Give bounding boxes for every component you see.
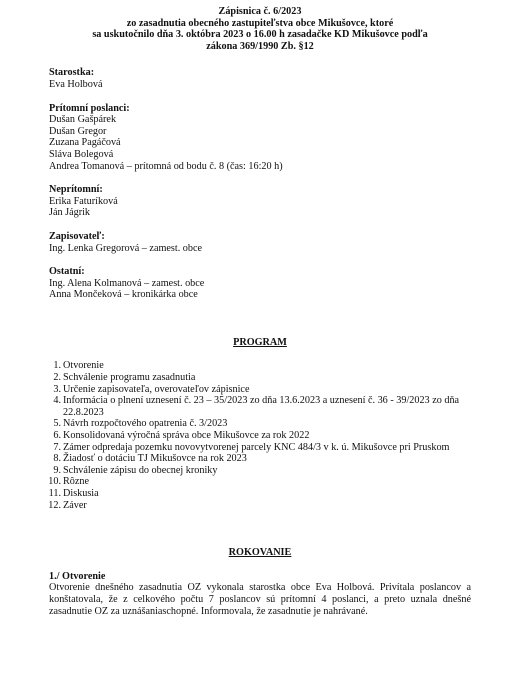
zapisovatel-name: Ing. Lenka Gregorová – zamest. obce	[49, 242, 203, 254]
agenda-paragraph-otvorenie: Otvorenie dnešného zasadnutia OZ vykonala starostka obce Eva Holbová. Privítala poslancov a konštatovala, že z celkového počtu 7 poslancov sú prítomní 4 poslanci, a preto uznala dnešné zasadnutie OZ za uznášaniaschopné. Informovala, že zasadnutie je nahrávané.	[49, 582, 471, 617]
program-heading: PROGRAM	[233, 336, 287, 348]
program-item: 7. Zámer odpredaja pozemku novovytvorenej parcely KNC 484/3 v k. ú. Mikušovce pri Pruskom	[53, 441, 450, 453]
header-line-2: zo zasadnutia obecného zastupiteľstva obce Mikušovce, ktoré	[126, 17, 394, 29]
section-zapisovatel	[49, 231, 471, 254]
document-header	[49, 6, 471, 52]
ostatni-name: Ing. Alena Kolmanová – zamest. obce	[49, 277, 205, 289]
header-line-3: sa uskutočnilo dňa 3. októbra 2023 o 16.00 h zasadačke KD Mikušovce podľa	[92, 29, 428, 41]
rokovanie-heading: ROKOVANIE	[228, 547, 292, 559]
program-item: 5. Návrh rozpočtového opatrenia č. 3/2023	[53, 418, 228, 430]
nepritomni-name: Ján Jágrik	[49, 207, 91, 219]
starostka-name: Eva Holbová	[49, 78, 103, 90]
section-pritomni	[49, 103, 471, 173]
section-nepritomni	[49, 184, 471, 219]
program-item: 4. Informácia o plnení uznesení č. 23 – 35/2023 zo dňa 13.6.2023 a uznesení č. 36 - 39/2023 zo dňa 22.8.2023	[53, 395, 460, 418]
agenda-subheading-otvorenie: 1./ Otvorenie	[49, 570, 106, 582]
pritomni-name: Dušan Gašpárek	[49, 114, 117, 126]
ostatni-name: Anna Mončeková – kronikárka obce	[49, 289, 198, 301]
program-item: 12. Záver	[48, 499, 87, 511]
section-starostka	[49, 67, 471, 90]
section-title-starostka: Starostka:	[49, 67, 95, 79]
document-page	[49, 6, 471, 617]
program-item: 10. Rôzne	[48, 476, 90, 488]
program-item: 8. Žiadosť o dotáciu TJ Mikušovce na rok 2023	[53, 453, 247, 465]
section-ostatni	[49, 266, 471, 301]
pritomni-name: Dušan Gregor	[49, 125, 107, 137]
program-item: 11. Diskusia	[48, 488, 99, 499]
program-list	[49, 360, 471, 511]
section-title-ostatni: Ostatní:	[49, 266, 85, 278]
section-title-pritomni: Prítomní poslanci:	[49, 102, 130, 114]
section-title-zapisovatel: Zapisovateľ:	[49, 230, 105, 242]
program-item: 1. Otvorenie	[53, 360, 104, 372]
pritomni-name: Andrea Tomanová – prítomná od bodu č. 8 (čas: 16:20 h)	[49, 160, 283, 172]
nepritomni-name: Erika Faturíková	[49, 195, 118, 207]
header-title: Zápisnica č. 6/2023	[218, 6, 302, 17]
program-item: 3. Určenie zapisovateľa, overovateľov zápisnice	[53, 383, 250, 395]
program-item: 6. Konsolidovaná výročná správa obce Mikušovce za rok 2022	[53, 430, 310, 442]
program-item: 9. Schválenie zápisu do obecnej kroniky	[53, 464, 218, 476]
program-item: 2. Schválenie programu zasadnutia	[53, 372, 196, 384]
header-line-4: zákona 369/1990 Zb. §12	[206, 40, 314, 52]
pritomni-name: Sláva Bolegová	[49, 148, 114, 160]
pritomni-name: Zuzana Pagáčová	[49, 137, 121, 149]
section-title-nepritomni: Neprítomní:	[49, 184, 103, 196]
